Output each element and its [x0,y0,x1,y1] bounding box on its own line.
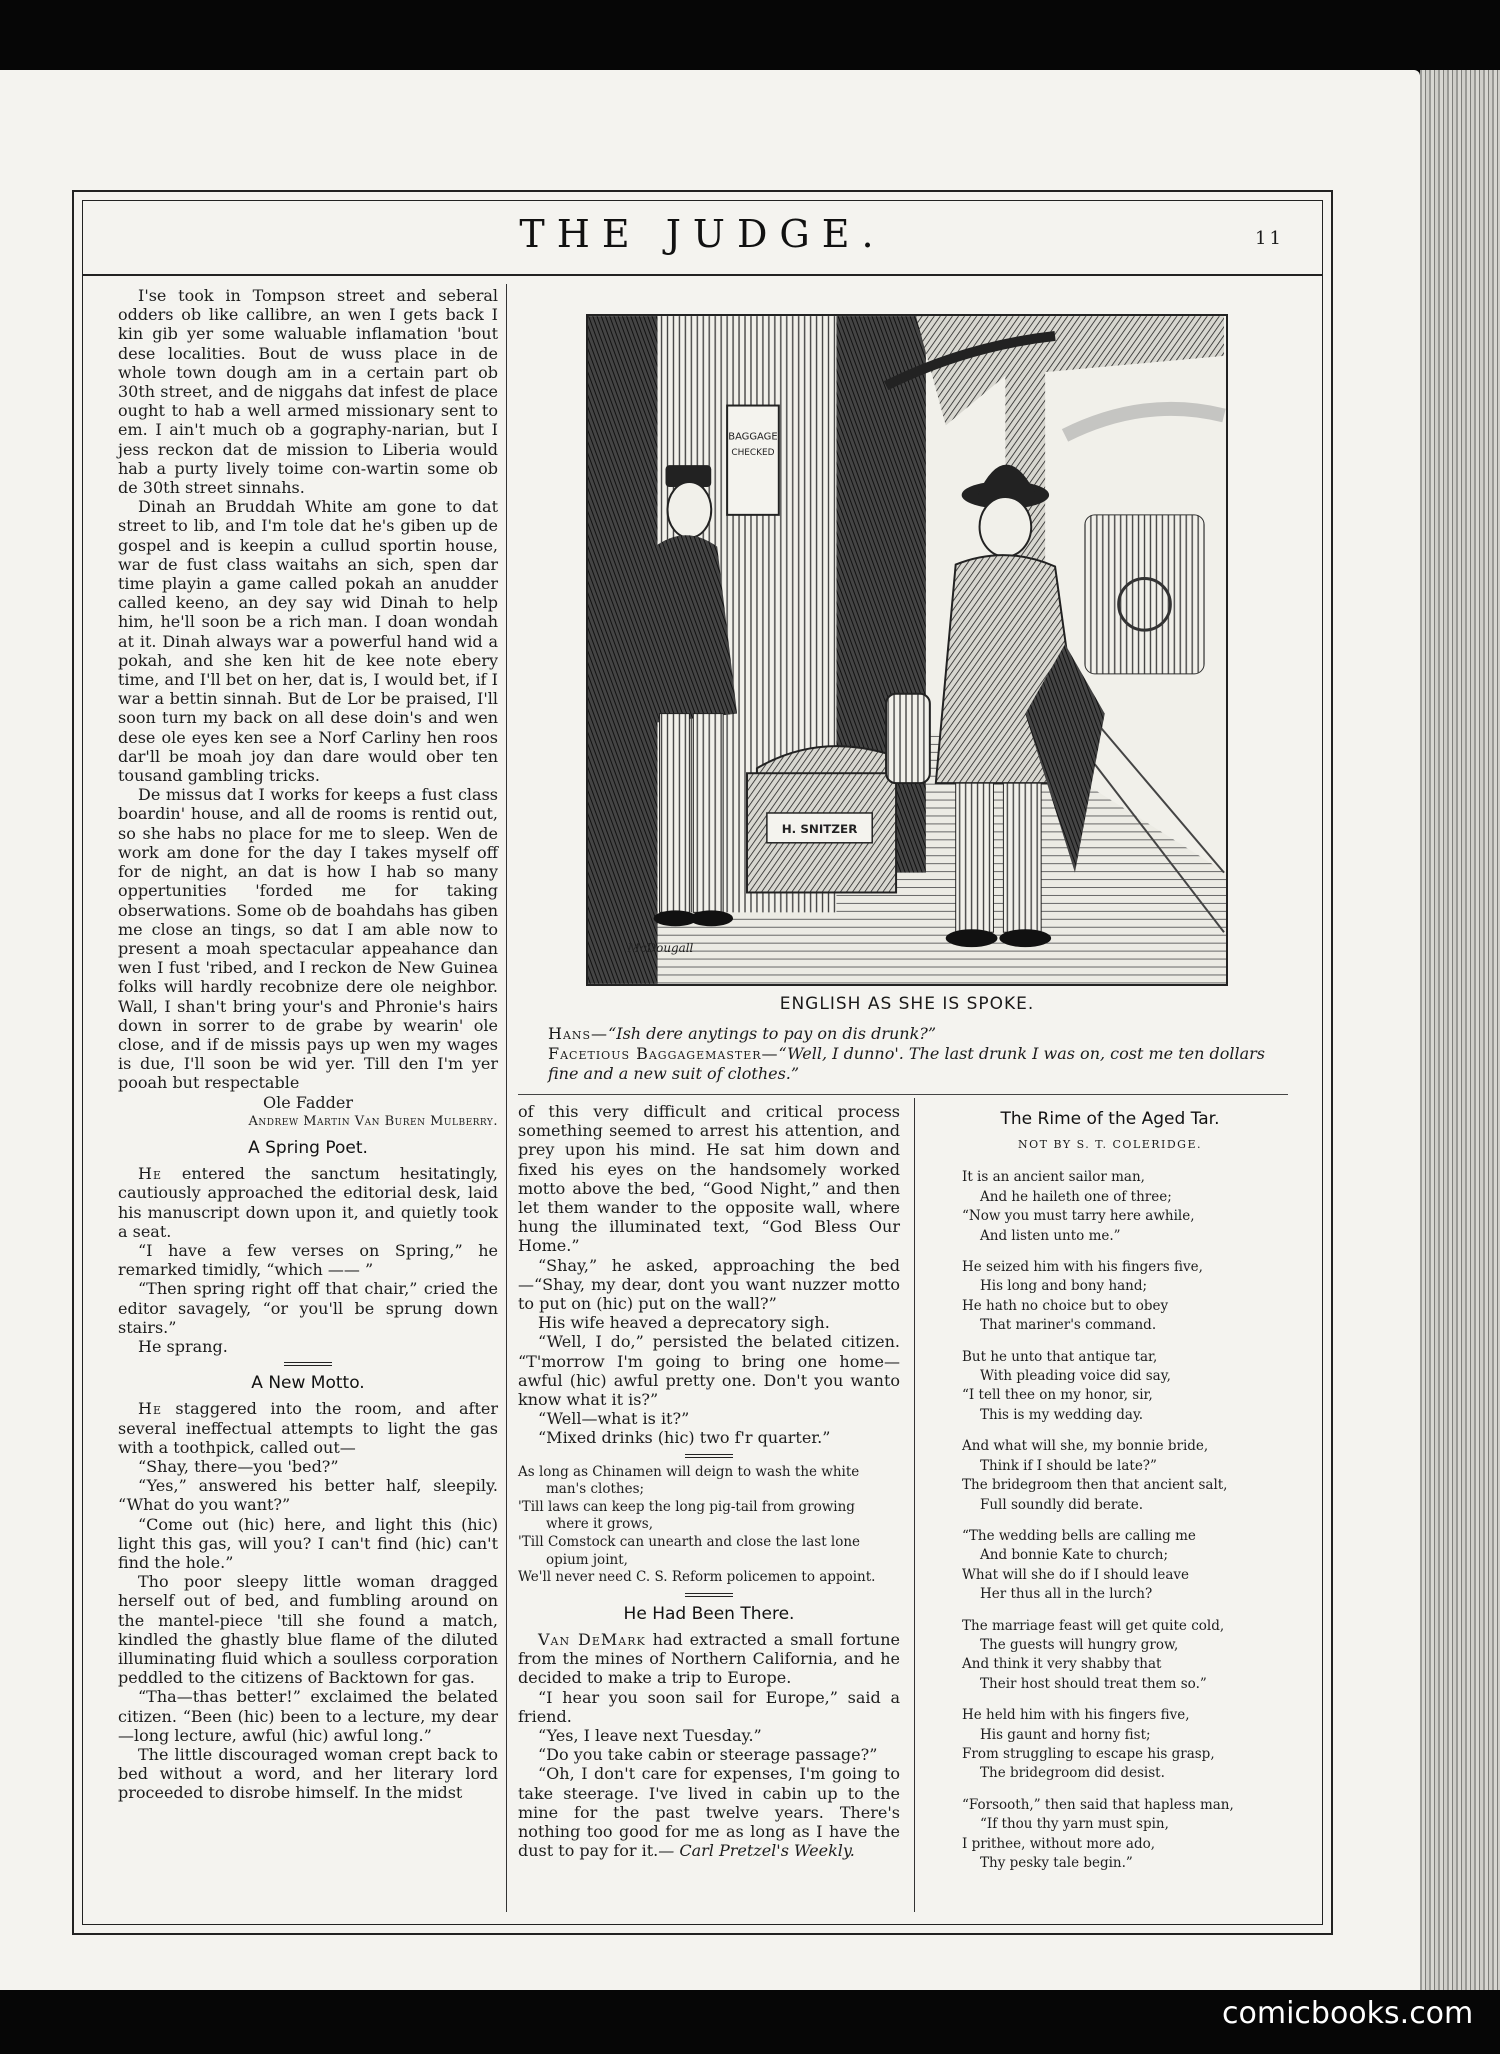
caption-rule [518,1094,1288,1095]
cartoon-caption [518,1024,1288,1084]
new-motto-continuation: “Mixed drinks (hic) two f'r quarter.” [538,1428,831,1448]
spring-poet-paragraph: “Then spring right off that chair,” cried the editor savagely, “or you'll be sprung down stairs.” [118,1279,498,1337]
new-motto-continuation: “Well, I do,” persisted the belated citizen. “T'morrow I'm going to bring one home—awful (hic) awful pretty one. Don't you wanto know what it is?” [518,1332,900,1410]
column-rule-1 [506,284,507,1912]
trunk-label: H. SNITZER [781,821,858,836]
section-divider [685,1593,733,1597]
baggage-trunk [747,746,896,892]
been-there-paragraph: Van DeMark had extracted a small fortune from the mines of Northern California, and he decided to make a trip to Europe. [518,1630,901,1688]
column-rule-2 [914,1098,915,1912]
checked-sign-text: CHECKED [731,448,775,459]
cartoon-caption-title: ENGLISH AS SHE IS SPOKE. [779,994,1035,1014]
been-there-paragraph: “Yes, I leave next Tuesday.” [538,1726,762,1746]
section-divider [685,1454,733,1458]
new-motto-paragraph: He staggered into the room, and after several ineffectual attempts to light the gas with a toothpick, called out— [118,1399,499,1457]
poem-stanza: The marriage feast will get quite cold, The guests will hungry grow, And think it very shabby that Their host should treat them so.” [962,1617,1225,1692]
letter-paragraph: Dinah an Bruddah White am gone to dat street to lib, and I'm tole dat he's giben up de gospel and is keepin a cullud sportin house, war de fust class waitahs an sich, spen dar time playin a game called pokah an anudder called keeno, an dey say wid Dinah to help him, he'll soon be a rich man. I doan wondah at it. Dinah always war a powerful hand wid a pokah, and she ken hit de kee note ebery time, and I'll bet on her, dat is, I would bet, if I war a bettin sinnah. But de Lor be praised, I'll soon turn my back on all dese doin's and wen dese ole eyes ken see a Norf Carliny hen roos dar'll be moah joy dan dare would ober ten tousand gambling tricks. [118,497,498,786]
masthead-rule [82,274,1323,276]
been-there-heading: He Had Been There. [623,1603,795,1624]
poem-stanza: “The wedding bells are calling me And bonnie Kate to church; What will she do if I should leave Her thus all in the lurch? [962,1527,1196,1603]
page-number: 11 [1255,228,1284,249]
poem-stanza: He seized him with his fingers five, His long and bony hand; He hath no choice but to obey That mariner's command. [962,1259,1203,1334]
new-motto-continuation: His wife heaved a deprecatory sigh. [538,1313,830,1333]
rime-subtitle: NOT BY S. T. COLERIDGE. [1017,1138,1202,1152]
lead-word: He [138,1399,162,1419]
new-motto-heading: A New Motto. [251,1373,365,1394]
column-3 [930,1102,1290,1885]
watermark-text: comicbooks.com [1222,1996,1474,2031]
been-there-paragraph: “Do you take cabin or steerage passage?” [538,1745,878,1765]
artist-signature: McDougall [627,941,694,956]
new-motto-paragraph: “Come out (hic) here, and light this (hic) light this gas, will you? I can't find (hic) can't find the hole.” [118,1514,498,1572]
caption-line-baggagemaster: Facetious Baggagemaster—“Well, I dunno'. The last drunk I was on, cost me ten dollars fine and a new suit of clothes.” [548,1044,1266,1083]
caption-line-hans: Hans—“Ish dere anytings to pay on dis drunk?” [548,1024,937,1043]
chinamen-verse: As long as Chinamen will deign to wash the white man's clothes; 'Till laws can keep the long pig-tail from growing where it grows, 'Till Comstock can unearth and close the last lone opium joint, We'll never need C. S. Reform policemen to appoint. [518,1463,876,1586]
been-there-paragraph: “I hear you soon sail for Europe,” said a friend. [518,1687,900,1726]
new-motto-paragraph: The little discouraged woman crept back to bed without a word, and her literary lord proceeded to disrobe himself. In the midst [118,1745,498,1803]
new-motto-continuation: “Shay,” he asked, approaching the bed—“Shay, my dear, dont you want nuzzer motto to put on (hic) put on the wall?” [518,1255,900,1314]
letter-signature: Ole Fadder [263,1092,353,1112]
new-motto-paragraph: “Yes,” answered his better half, sleepily. “What do you want?” [118,1476,498,1515]
lead-word: He [138,1164,162,1184]
column-2 [518,1102,900,1860]
column-1 [118,286,498,1803]
spring-poet-paragraph: “I have a few verses on Spring,” he remarked timidly, “which —— ” [118,1240,498,1280]
poem-stanza: It is an ancient sailor man, And he haileth one of three; “Now you must tarry here awhile, And listen unto me.” [962,1169,1195,1244]
lead-word: Van DeMark [538,1630,646,1650]
spring-poet-heading: A Spring Poet. [248,1137,368,1158]
rime-heading: The Rime of the Aged Tar. [1000,1109,1220,1129]
letter-attribution: Andrew Martin Van Buren Mulberry. [248,1113,498,1129]
letter-paragraph: I'se took in Tompson street and seberal odders ob like callibre, an wen I gets back I kin gib yer some waluable inflamation 'bout dese localities. Bout de wuss place in de whole town dough am in a certain part ob 30th street, and de niggahs dat infest de place ought to hab a well armed missionary sent to em. I ain't much ob a gography-narian, but I jess reckon dat de mission to Liberia would hab a purty lively toime con-wartin some ob de 30th street sinnahs. [118,286,498,498]
been-there-paragraph: “Oh, I don't care for expenses, I'm going to take steerage. I've lived in cabin up to the mine for the past twelve years. There's nothing too good for me as long as I have the dust to pay for it.— Carl Pretzel's Weekly. [518,1764,900,1861]
new-motto-continuation: “Well—what is it?” [538,1409,690,1429]
book-page-edges [1420,70,1500,1990]
poem-stanza: And what will she, my bonnie bride, Think if I should be late?” The bridegroom then that ancient salt, Full soundly did berate. [962,1438,1228,1513]
cartoon-drawing [588,316,1226,984]
new-motto-paragraph: “Shay, there—you 'bed?” [138,1456,339,1476]
section-divider [284,1362,332,1366]
source-credit: — Carl Pretzel's Weekly. [658,1841,855,1861]
poem-stanza: He held him with his fingers five, His gaunt and horny fist; From struggling to escape his grasp, The bridegroom did desist. [962,1707,1215,1782]
baggage-sign-text: BAGGAGE [728,431,778,443]
letter-paragraph: De missus dat I works for keeps a fust class boardin' house, and all de rooms is rentid out, so she habs no place for me to sleep. Wen de work am done for the day I takes myself off for de night, an dat is how I hab so many oppertunities 'forded me for taking obserwations. Some ob de boahdahs has giben me close an tings, so dat I am able now to present a moah spectacular appeahance dan wen I fust 'ribed, and I reckon de New Guinea folks will hardly recobnize dere ole neighbor. Wall, I shan't bring your's and Phronie's hairs down in sorrer to de grabe by wearin' ole close, and if de missis pays up wen my wages is due, I'll soon be wid yer. Till den I'm yer pooah but respectable [118,785,498,1093]
spring-poet-paragraph: He entered the sanctum hesitatingly, cautiously approached the editorial desk, laid his manuscript down upon it, and quietly took a seat. [118,1164,498,1241]
cartoon-illustration [586,314,1228,986]
poem-stanza: “Forsooth,” then said that hapless man, “If thou thy yarn must spin, I prithee, without more ado, Thy pesky tale begin.” [962,1796,1234,1871]
poem-stanza: But he unto that antique tar, With pleading voice did say, “I tell thee on my honor, sir, This is my wedding day. [962,1348,1171,1423]
masthead-title: THE JUDGE. [519,212,886,256]
spring-poet-paragraph: He sprang. [138,1336,228,1356]
new-motto-paragraph: Tho poor sleepy little woman dragged herself out of bed, and fumbling around on the mantel-piece 'till she found a match, kindled the ghastly blue flame of the diluted illuminating fluid which a soulless corporation peddled to the citizens of Backtown for gas. [118,1572,498,1688]
new-motto-paragraph: “Tha—thas better!” exclaimed the belated citizen. “Been (hic) been to a lecture, my dear—long lecture, awful (hic) awful long.” [118,1687,498,1745]
new-motto-continuation: of this very difficult and critical process something seemed to arrest his attention, and prey upon his mind. He sat him down and fixed his eyes on the handsomely worked motto above the bed, “Good Night,” and then let them wander to the opposite wall, where hung the illuminated text, “God Bless Our Home.” [518,1102,900,1256]
